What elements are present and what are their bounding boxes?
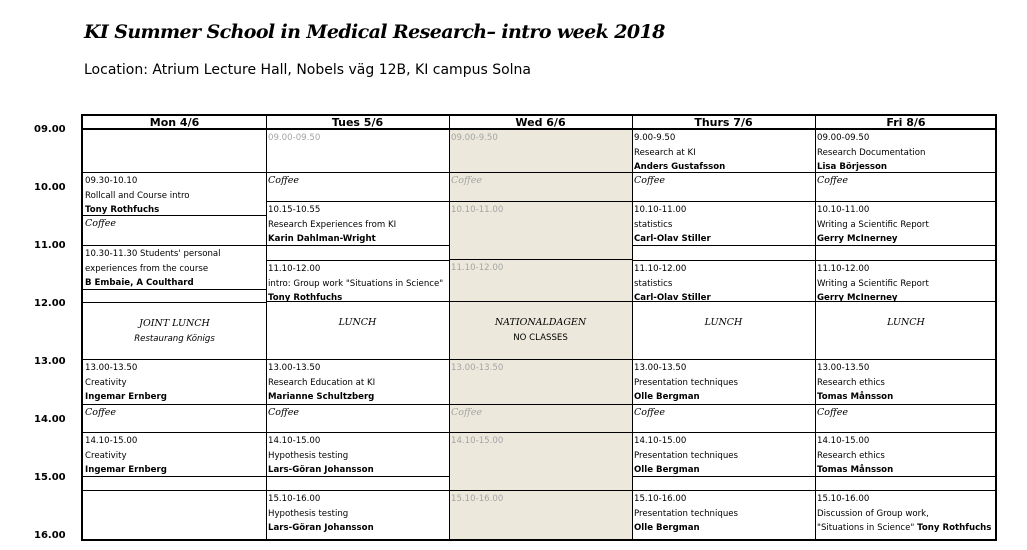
wed-free-slot: 10.10-11.00 [449,202,632,260]
session-time: 14.10-15.00 [817,436,870,446]
holiday-label: NATIONALDAGEN [494,317,587,328]
session-person: Lisa Börjesson [817,162,888,172]
session-person: Lars-Göran Johansson [268,523,374,533]
tue-session-4 [266,433,449,477]
session-subject: Presentation techniques [634,450,739,461]
wed-free-slot: 11.10-12.00 [449,260,632,302]
lunch-label: LUNCH [887,317,925,328]
session-person: Tony Rothfuchs [85,205,160,215]
session-time: 14.10-15.00 [85,436,138,446]
schedule-table [81,114,997,541]
session-time: 10.15-10.55 [268,205,321,215]
time-label: 16.00 [34,530,66,541]
page-title: KI Summer School in Medical Research– intro week 2018 [84,21,665,43]
session-person: Ingemar Ernberg [85,392,167,402]
session-subject: Research Documentation [817,147,926,158]
session-subject: Research at KI [634,147,696,158]
mon-session-2 [83,246,266,290]
session-time: 10.10-11.00 [634,205,687,215]
tue-session-1 [266,202,449,246]
header-tue: Tues 5/6 [266,116,449,130]
column-divider [266,116,267,539]
time-label: 14.00 [34,414,66,425]
mon-empty-slot [83,130,266,173]
fri-coffee-1: Coffee [815,173,997,202]
session-person: Tomas Månsson [817,392,894,402]
thu-coffee-1: Coffee [632,173,815,202]
session-person: Olle Bergman [634,465,700,475]
session-subject: Research Education at KI [268,377,376,388]
session-subject: Research ethics [817,377,885,388]
tue-session-5 [266,491,449,539]
fri-session-1 [815,202,997,246]
fri-session-3 [815,360,997,405]
mon-lunch [83,302,266,360]
thu-coffee-2: Coffee [632,405,815,433]
tue-session-3 [266,360,449,405]
session-person: Anders Gustafsson [634,162,726,172]
holiday-note: NO CLASSES [513,332,568,343]
fri-session-5 [815,491,997,539]
session-subject: intro: Group work "Situations in Science" [268,278,444,289]
thu-session-5 [632,491,815,539]
wed-coffee-2: Coffee [449,405,632,433]
session-time: 13.00-13.50 [634,363,687,373]
session-time: 11.10-12.00 [268,264,321,274]
tue-empty-slot [266,477,449,491]
fri-coffee-2: Coffee [815,405,997,433]
wed-coffee-1: Coffee [449,173,632,202]
wed-free-slot: 13.00-13.50 [449,360,632,405]
session-subject: Creativity [85,377,127,388]
wed-holiday [449,302,632,360]
session-time: 9.00-9.50 [634,133,676,143]
column-divider [632,116,633,539]
mon-session-4 [83,433,266,477]
fri-lunch [815,302,997,360]
session-time: 15.10-16.00 [268,494,321,504]
column-divider [449,116,450,539]
column-divider [815,116,816,539]
session-person: Tony Rothfuchs [268,293,343,302]
session-subject: Presentation techniques [634,508,739,519]
wed-free-slot: 09.00-9.50 [449,130,632,173]
session-subject: statistics [634,219,673,230]
mon-empty-slot [83,477,266,491]
thu-session-4 [632,433,815,477]
session-time: 15.10-16.00 [817,494,870,504]
time-label: 12.00 [34,298,66,309]
session-time: 13.00-13.50 [85,363,138,373]
header-wed: Wed 6/6 [449,116,632,130]
lunch-place: Restaurang Königs [134,333,215,344]
thu-session-2 [632,260,815,302]
thu-session-3 [632,360,815,405]
session-subject: Research Experiences from KI [268,219,397,230]
time-label: 09.00 [34,124,66,135]
time-label: 10.00 [34,182,66,193]
tue-session-2 [266,260,449,302]
session-person: Gerry McInerney [817,293,898,302]
thu-empty-slot [632,477,815,491]
fri-empty-slot [815,477,997,491]
header-fri: Fri 8/6 [815,116,997,130]
session-person: Tony Rothfuchs [917,523,992,533]
session-person: Olle Bergman [634,392,700,402]
session-person: Gerry McInerney [817,234,898,244]
session-subject-2: "Situations in Science" [817,523,915,533]
thu-lunch [632,302,815,360]
fri-session-4 [815,433,997,477]
lunch-label: JOINT LUNCH [139,318,210,329]
time-label: 15.00 [34,472,66,483]
session-time: 09.00-09.50 [817,133,870,143]
session-time: 11.10-12.00 [634,264,687,274]
session-time: 09.30-10.10 [85,176,138,186]
session-subject: Writing a Scientific Report [817,278,929,289]
session-time: 15.10-16.00 [634,494,687,504]
session-subject: Rollcall and Course intro [85,190,190,201]
session-person: Lars-Göran Johansson [268,465,374,475]
session-time: 13.00-13.50 [817,363,870,373]
fri-session-0 [815,130,997,173]
session-subject: Hypothesis testing [268,450,349,461]
mon-session-1 [83,173,266,216]
thu-session-0 [632,130,815,173]
session-person: Marianne Schultzberg [268,392,375,402]
session-time: 11.10-12.00 [817,264,870,274]
time-label: 13.00 [34,356,66,367]
session-person: Olle Bergman [634,523,700,533]
fri-session-2 [815,260,997,302]
mon-coffee-2: Coffee [83,405,266,433]
thu-session-1 [632,202,815,246]
session-person: Karin Dahlman-Wright [268,234,376,244]
header-thu: Thurs 7/6 [632,116,815,130]
session-subject: Creativity [85,450,127,461]
session-person: Ingemar Ernberg [85,465,167,475]
session-subject: Discussion of Group work, [817,508,929,519]
session-person: Carl-Olav Stiller [634,293,711,302]
session-subject: Hypothesis testing [268,508,349,519]
header-mon: Mon 4/6 [83,116,266,130]
mon-coffee-1: Coffee [83,216,266,246]
session-person: B Embaie, A Coulthard [85,278,194,288]
location-text: Location: Atrium Lecture Hall, Nobels väg 12B, KI campus Solna [84,62,531,78]
tue-coffee-2: Coffee [266,405,449,433]
session-time: 10.10-11.00 [817,205,870,215]
tue-coffee-1: Coffee [266,173,449,202]
session-time: 10.30-11.30 Students' personal [85,249,221,259]
wed-free-slot: 15.10-16.00 [451,494,504,504]
wed-free-slot: 14.10-15.00 [449,433,632,491]
lunch-label: LUNCH [704,317,743,328]
session-subject: experiences from the course [85,263,209,274]
session-subject: Writing a Scientific Report [817,219,929,230]
session-time: 13.00-13.50 [268,363,321,373]
tue-free-slot: 09.00-09.50 [266,130,449,173]
session-person: Carl-Olav Stiller [634,234,711,244]
tue-lunch [266,302,449,360]
session-subject: Research ethics [817,450,885,461]
mon-session-3 [83,360,266,405]
session-person: Tomas Månsson [817,465,894,475]
session-time: 14.10-15.00 [268,436,321,446]
time-label: 11.00 [34,240,66,251]
session-time: 14.10-15.00 [634,436,687,446]
session-subject: Presentation techniques [634,377,739,388]
session-subject: statistics [634,278,673,289]
lunch-label: LUNCH [338,317,377,328]
